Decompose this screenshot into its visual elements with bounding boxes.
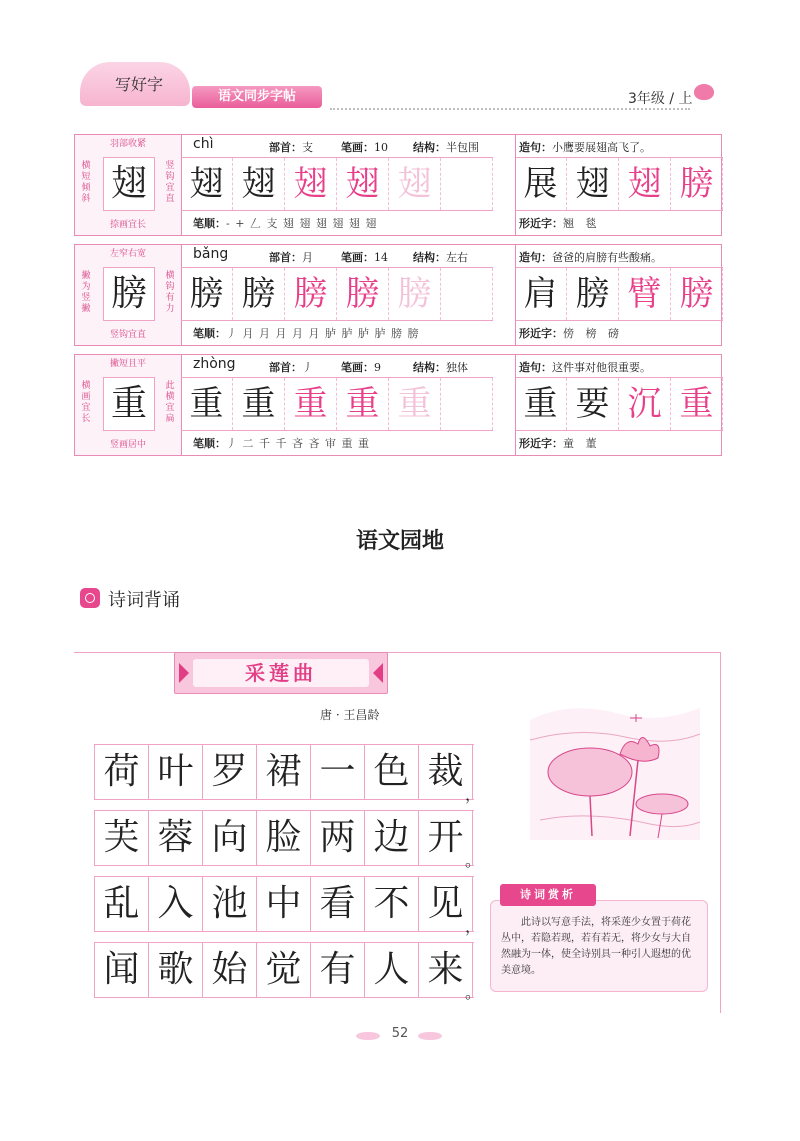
practice-cell: 膀 [181, 268, 233, 320]
stroke-order-row [181, 431, 721, 453]
example-words-grid [515, 267, 723, 321]
poem-char-cell: 两 [311, 811, 365, 865]
poem-char-cell: 裁 ， [419, 745, 473, 799]
poem-char-cell: 芙 [95, 811, 149, 865]
stroke-order: 笔顺：丿 二 千 千 吝 吝 审 重 重 [193, 437, 370, 450]
poem-title-banner [174, 652, 388, 694]
structure: 结构：半包围 [413, 141, 479, 154]
section-title: 语文园地 [355, 528, 444, 554]
model-character: 翅 [103, 157, 155, 211]
character-tip-panel [75, 355, 182, 455]
practice-cell: 翅 [285, 158, 337, 210]
poem-char-cell: 荷 [95, 745, 149, 799]
poem-char-cell: 叶 [149, 745, 203, 799]
poem-char-cell: 色 [365, 745, 419, 799]
banner-arrow-left-icon [179, 663, 189, 683]
poem-line [94, 744, 481, 804]
poem-line [94, 810, 481, 870]
tip-top: 左窄右宽 [109, 249, 146, 259]
poem-char-cell: 脸 [257, 811, 311, 865]
example-word-cell: 沉 [619, 378, 671, 430]
example-word-cell: 要 [567, 378, 619, 430]
practice-cell: 膀 [337, 268, 389, 320]
poem-char-cell: 有 [311, 943, 365, 997]
stroke-order: 笔顺：丿 月 月 月 月 月 胪 胪 胪 胪 膀 膀 [193, 327, 420, 340]
poem-line [94, 876, 481, 936]
practice-cell: 翅 [337, 158, 389, 210]
poem-punctuation: 。 [464, 851, 481, 870]
model-character: 膀 [103, 267, 155, 321]
stroke-count: 笔画：10 [341, 141, 388, 154]
practice-cell: 重 [389, 378, 441, 430]
example-word-cell: 膀 [567, 268, 619, 320]
radical: 部首：月 [269, 251, 313, 264]
example-word-cell: 翅 [619, 158, 671, 210]
poem-char-cell: 觉 [257, 943, 311, 997]
series-ribbon: 语文同步字帖 [192, 86, 322, 108]
poem-title: 采莲曲 [193, 659, 369, 687]
stroke-count: 笔画：9 [341, 361, 381, 374]
example-word-cell: 膀 [671, 268, 723, 320]
tip-top: 撇短且平 [109, 359, 146, 369]
practice-cell: 膀 [233, 268, 285, 320]
poem-punctuation: ， [464, 917, 481, 936]
example-words-grid [515, 377, 723, 431]
poem-char-cell: 入 [149, 877, 203, 931]
example-word-cell: 展 [515, 158, 567, 210]
example-word-cell: 臂 [619, 268, 671, 320]
poem-author: 唐 · 王昌龄 [320, 708, 380, 722]
practice-cell: 膀 [285, 268, 337, 320]
structure: 结构：左右 [413, 251, 468, 264]
clock-icon [80, 588, 100, 608]
character-tip-panel [75, 135, 182, 235]
practice-cell: 膀 [389, 268, 441, 320]
poem-char-cell: 一 [311, 745, 365, 799]
poem-char-cell: 向 [203, 811, 257, 865]
character-info-row [181, 245, 721, 267]
example-word-cell: 重 [515, 378, 567, 430]
pinyin: bǎng [193, 246, 229, 262]
bird-icon [694, 84, 714, 100]
stroke-order-row [181, 211, 721, 233]
poem-lines [94, 744, 481, 1008]
poem-char-cell: 开 。 [419, 811, 473, 865]
banner-arrow-right-icon [373, 663, 383, 683]
example-word-cell: 肩 [515, 268, 567, 320]
poem-char-cell: 中 [257, 877, 311, 931]
example-word-cell: 膀 [671, 158, 723, 210]
practice-grid [181, 157, 493, 211]
example-words-grid [515, 157, 723, 211]
example-sentence: 造句：爸爸的肩膀有些酸痛。 [519, 251, 662, 264]
poem-punctuation: 。 [464, 983, 481, 1002]
tip-bottom: 竖画居中 [109, 440, 146, 450]
practice-cell: 翅 [233, 158, 285, 210]
poem-punctuation: ， [464, 785, 481, 804]
radical: 部首：支 [269, 141, 313, 154]
structure: 结构：独体 [413, 361, 468, 374]
stroke-order: 笔顺：- + 𠃋 支 翅 翅 翅 翅 翅 翅 [193, 217, 378, 230]
example-word-cell: 翅 [567, 158, 619, 210]
radical: 部首：丿 [269, 361, 313, 374]
character-info-row [181, 355, 721, 377]
analysis-tag: 诗词赏析 [500, 884, 596, 906]
pinyin: zhòng [193, 356, 236, 372]
example-sentence: 造句：小鹰要展翅高飞了。 [519, 141, 651, 154]
poem-char-cell: 歌 [149, 943, 203, 997]
example-sentence: 造句：这件事对他很重要。 [519, 361, 651, 374]
grade-label: 3年级 / 上 [628, 91, 693, 107]
pinyin: chì [193, 136, 214, 152]
poem-char-cell: 池 [203, 877, 257, 931]
practice-cell [441, 268, 493, 320]
header-divider [330, 108, 690, 110]
poem-char-cell: 裙 [257, 745, 311, 799]
stroke-count: 笔画：14 [341, 251, 388, 264]
practice-cell: 重 [181, 378, 233, 430]
poem-char-cell: 见 ， [419, 877, 473, 931]
poem-char-cell: 闻 [95, 943, 149, 997]
character-info-row [181, 135, 721, 157]
lotus-illustration [530, 700, 700, 840]
subsection-title: 诗词背诵 [108, 590, 180, 611]
practice-grid [181, 377, 493, 431]
practice-cell [441, 158, 493, 210]
character-tip-panel [75, 245, 182, 345]
poem-char-cell: 边 [365, 811, 419, 865]
poem-char-cell: 蓉 [149, 811, 203, 865]
tip-left: 横画宜长 [81, 381, 91, 424]
stroke-order-row [181, 321, 721, 343]
practice-cell [441, 378, 493, 430]
practice-cell: 重 [233, 378, 285, 430]
practice-cell: 重 [285, 378, 337, 430]
similar-characters: 形近字：童 董 [519, 437, 601, 450]
similar-characters: 形近字：傍 榜 磅 [519, 327, 623, 340]
poem-analysis: 此诗以写意手法，将采莲少女置于荷花丛中，若隐若现，若有若无，将少女与大自然融为一体，使全诗别具一种引人遐想的优美意境。 [490, 900, 708, 992]
tip-right: 此横宜扁 [165, 381, 175, 424]
poem-char-cell: 人 [365, 943, 419, 997]
character-card [74, 134, 722, 236]
tip-right: 横钩有力 [165, 271, 175, 314]
poem-char-cell: 始 [203, 943, 257, 997]
tip-bottom: 捺画宜长 [109, 220, 146, 230]
tip-left: 横短倾斜 [81, 161, 91, 204]
poem-char-cell: 看 [311, 877, 365, 931]
poem-char-cell: 不 [365, 877, 419, 931]
poem-char-cell: 乱 [95, 877, 149, 931]
practice-grid [181, 267, 493, 321]
tip-right: 竖钩宜直 [165, 161, 175, 204]
tip-left: 撇为竖撇 [81, 271, 91, 314]
practice-cell: 重 [337, 378, 389, 430]
example-word-cell: 重 [671, 378, 723, 430]
practice-cell: 翅 [181, 158, 233, 210]
book-title: 写好字 [114, 75, 163, 94]
tip-bottom: 竖钩宜直 [109, 330, 146, 340]
poem-line [94, 942, 481, 1002]
poem-char-cell: 罗 [203, 745, 257, 799]
character-card [74, 354, 722, 456]
poem-char-cell: 来 。 [419, 943, 473, 997]
similar-characters: 形近字：翘 毯 [519, 217, 601, 230]
model-character: 重 [103, 377, 155, 431]
character-card [74, 244, 722, 346]
page-number: 52 [391, 1026, 409, 1041]
practice-cell: 翅 [389, 158, 441, 210]
tip-top: 羽部收紧 [109, 139, 146, 149]
